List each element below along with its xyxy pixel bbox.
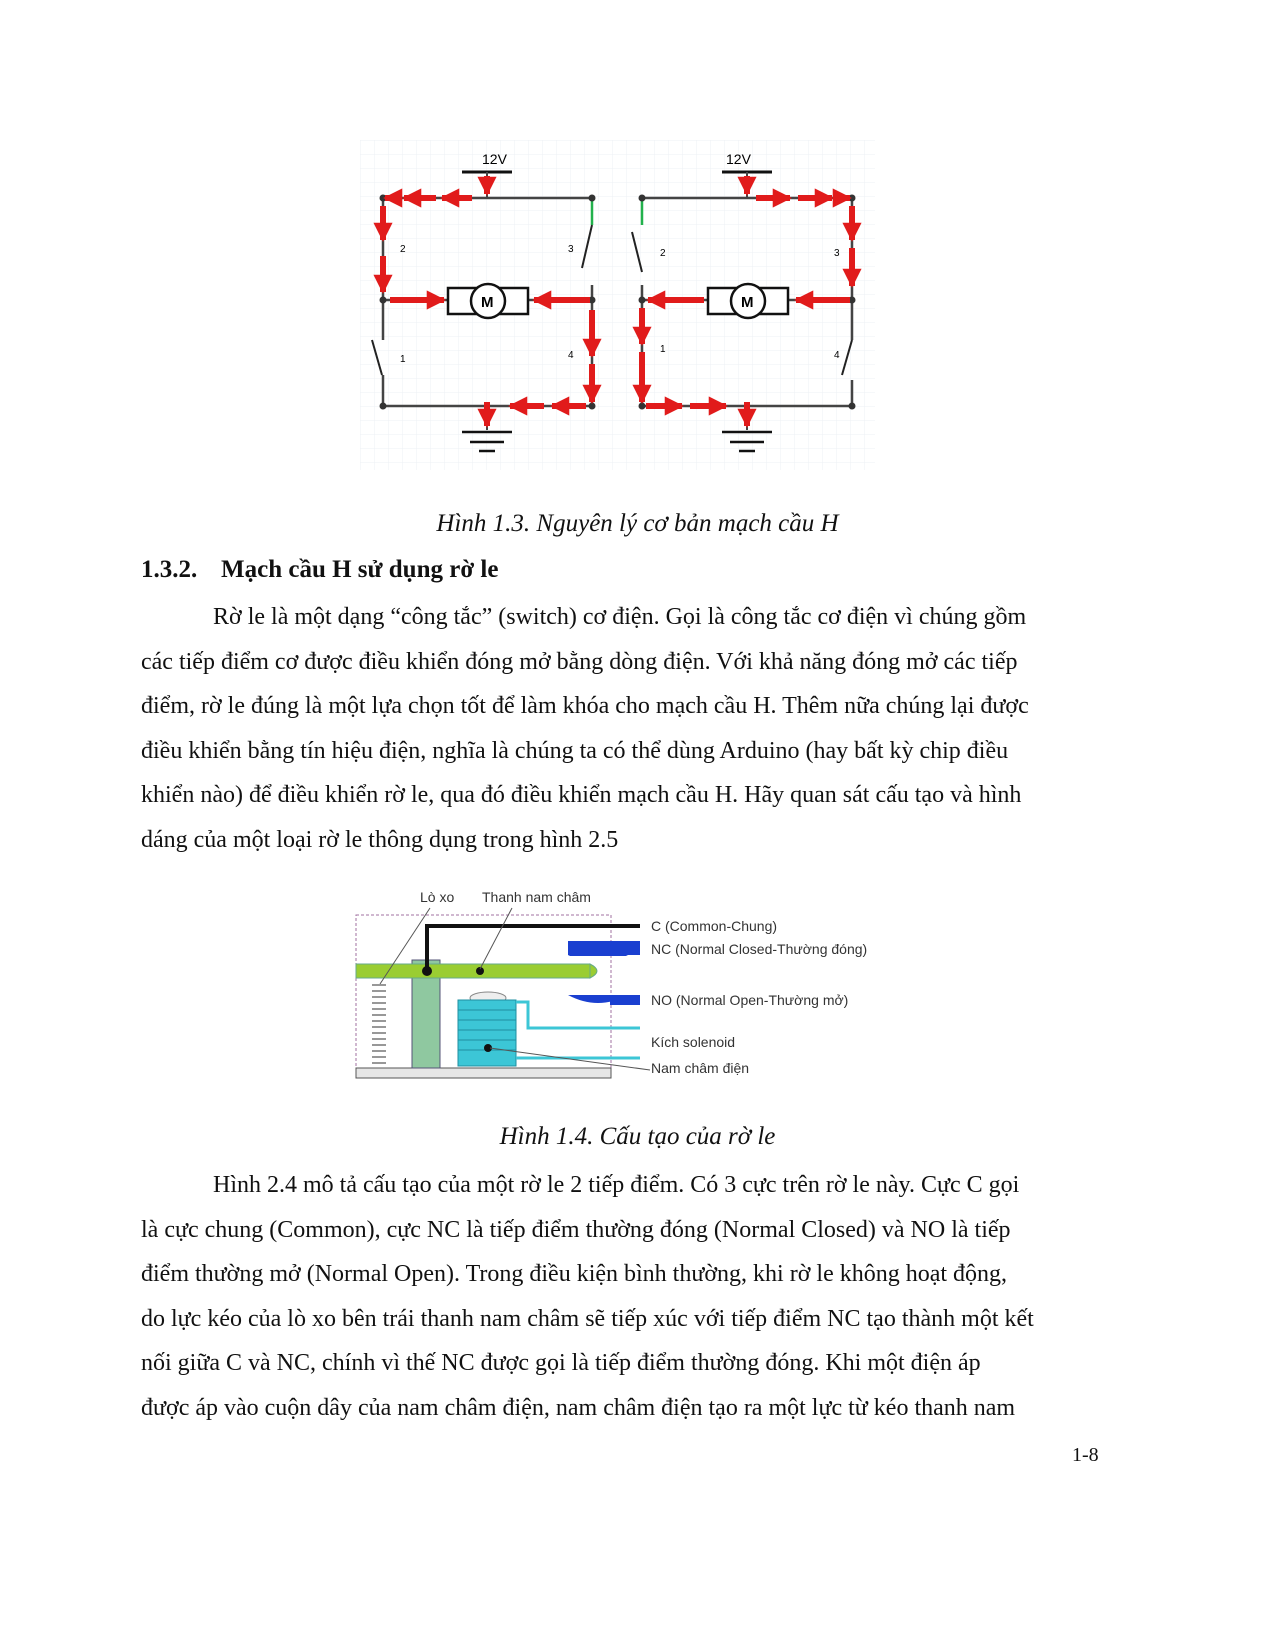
section-number: 1.3.2. — [141, 556, 198, 583]
spring-icon — [372, 985, 386, 1063]
figure-caption-h-bridge: Hình 1.3. Nguyên lý cơ bản mạch cầu H — [436, 510, 839, 537]
page-number: 1-8 — [1072, 1444, 1099, 1466]
voltage-label-right: 12V — [726, 151, 751, 167]
switch-label-4-right: 4 — [834, 350, 840, 361]
figure-caption-relay: Hình 1.4. Cấu tạo của rờ le — [499, 1123, 776, 1150]
voltage-label-left: 12V — [482, 151, 507, 167]
paragraph-line: Rờ le là một dạng “công tắc” (switch) cơ điện. Gọi là công tắc cơ điện vì chúng gồm — [213, 604, 1027, 630]
switch-label-3-left: 3 — [568, 244, 574, 255]
label-electromagnet: Nam châm điện — [651, 1060, 750, 1076]
switch-label-3-right: 3 — [834, 248, 840, 259]
paragraph-line: điều khiển bằng tín hiệu điện, nghĩa là chúng ta có thể dùng Arduino (hay bất kỳ chip điều — [141, 737, 1009, 764]
paragraph-line: Hình 2.4 mô tả cấu tạo của một rờ le 2 tiếp điểm. Có 3 cực trên rờ le này. Cực C gọi — [213, 1172, 1020, 1198]
label-no: NO (Normal Open-Thường mở) — [651, 992, 849, 1008]
label-common: C (Common-Chung) — [651, 918, 778, 934]
switch-label-2-left: 2 — [400, 244, 406, 255]
paragraph-line: khiển nào) để điều khiển rờ le, qua đó điều khiển mạch cầu H. Hãy quan sát cấu tạo và hình — [141, 782, 1022, 809]
h-bridge-figure — [360, 140, 875, 470]
switch-label-1-left: 1 — [400, 354, 406, 365]
switch-label-2-right: 2 — [660, 248, 666, 259]
label-nc: NC (Normal Closed-Thường đóng) — [651, 941, 868, 957]
paragraph-line: dáng của một loại rờ le thông dụng trong hình 2.5 — [141, 826, 619, 853]
paragraph-line: do lực kéo của lò xo bên trái thanh nam châm sẽ tiếp xúc với tiếp điểm NC tạo thành một kết — [141, 1305, 1034, 1332]
paragraph-line: là cực chung (Common), cực NC là tiếp điểm thường đóng (Normal Closed) và NO là tiếp — [141, 1216, 1011, 1243]
paragraph-line: nối giữa C và NC, chính vì thế NC được gọi là tiếp điểm thường đóng. Khi một điện áp — [141, 1350, 981, 1377]
paragraph-relay-description — [141, 1163, 1106, 1431]
label-magnet-bar: Thanh nam châm — [482, 889, 591, 905]
paragraph-relay-intro — [141, 595, 1106, 863]
label-solenoid-drive: Kích solenoid — [651, 1034, 736, 1050]
paragraph-line: các tiếp điểm cơ được điều khiển đóng mở bằng dòng điện. Với khả năng đóng mở các tiếp — [141, 648, 1018, 675]
section-heading — [141, 556, 498, 584]
relay-figure — [350, 880, 910, 1095]
motor-label-left: M — [481, 294, 494, 311]
label-spring: Lò xo — [420, 889, 455, 905]
switch-label-4-left: 4 — [568, 350, 574, 361]
paragraph-line: điểm thường mở (Normal Open). Trong điều kiện bình thường, khi rờ le không hoạt động, — [141, 1261, 1008, 1288]
section-title: Mạch cầu H sử dụng rờ le — [221, 556, 499, 583]
switch-label-1-right: 1 — [660, 344, 666, 355]
paragraph-line: được áp vào cuộn dây của nam châm điện, nam châm điện tạo ra một lực từ kéo thanh nam — [141, 1394, 1016, 1421]
motor-label-right: M — [741, 294, 754, 311]
paragraph-line: điểm, rờ le đúng là một lựa chọn tốt để làm khóa cho mạch cầu H. Thêm nữa chúng lại được — [141, 693, 1029, 720]
